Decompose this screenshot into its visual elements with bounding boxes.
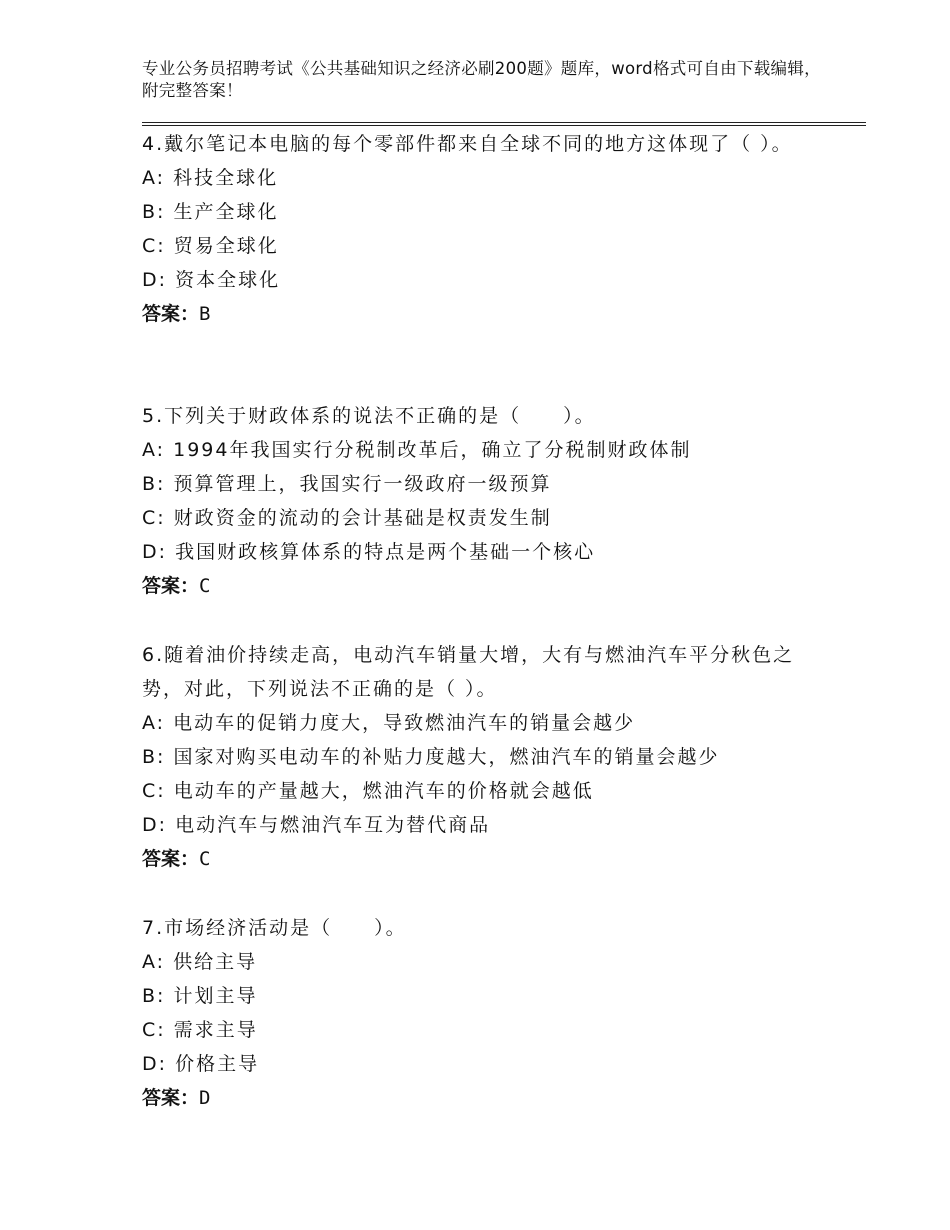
question-4: [142, 127, 822, 331]
option-d: D: 价格主导: [142, 1053, 260, 1075]
option-b: B: 国家对购买电动车的补贴力度越大，燃油汽车的销量会越少: [142, 746, 720, 768]
option-c: C: 电动车的产量越大，燃油汽车的价格就会越低: [142, 780, 594, 802]
answer-label: 答案：: [142, 1087, 200, 1109]
option-a: A: 1994年我国实行分税制改革后，确立了分税制财政体制: [142, 439, 692, 461]
question-7: [142, 911, 822, 1115]
option-b: B: 计划主导: [142, 985, 258, 1007]
header-rule-top: [142, 122, 866, 123]
answer: [142, 569, 822, 603]
option-d: D: 资本全球化: [142, 269, 281, 291]
answer: [142, 1081, 822, 1115]
question-text: 7.市场经济活动是（ ）。: [142, 917, 407, 939]
option-a: A: 科技全球化: [142, 167, 279, 189]
question-text: 4.戴尔笔记本电脑的每个零部件都来自全球不同的地方这体现了（ ）。: [142, 133, 793, 155]
answer-value: C: [199, 848, 211, 870]
option-c: C: 财政资金的流动的会计基础是权责发生制: [142, 507, 552, 529]
option-a: A: 电动车的促销力度大，导致燃油汽车的销量会越少: [142, 712, 636, 734]
question-text: 5.下列关于财政体系的说法不正确的是（ ）。: [142, 405, 596, 427]
answer-label: 答案：: [142, 848, 200, 870]
answer-value: D: [199, 1087, 211, 1109]
option-a: A: 供给主导: [142, 951, 258, 973]
answer: [142, 842, 822, 876]
option-c: C: 贸易全球化: [142, 235, 279, 257]
header-rule-bottom: [142, 125, 866, 126]
option-c: C: 需求主导: [142, 1019, 258, 1041]
answer-value: C: [199, 575, 211, 597]
answer-label: 答案：: [142, 575, 200, 597]
option-b: B: 生产全球化: [142, 201, 279, 223]
answer-value: B: [199, 303, 211, 325]
option-d: D: 电动汽车与燃油汽车互为替代商品: [142, 814, 491, 836]
option-b: B: 预算管理上，我国实行一级政府一级预算: [142, 473, 552, 495]
document-header: 专业公务员招聘考试《公共基础知识之经济必刷200题》题库，word格式可自由下载编辑，附完整答案！: [142, 59, 821, 100]
question-5: [142, 399, 822, 603]
option-d: D: 我国财政核算体系的特点是两个基础一个核心: [142, 541, 596, 563]
question-6: [142, 638, 822, 876]
answer: [142, 297, 822, 331]
answer-label: 答案：: [142, 303, 200, 325]
question-text: 6.随着油价持续走高，电动汽车销量大增，大有与燃油汽车平分秋色之势，对此，下列说法不正确的是（ ）。: [142, 644, 795, 700]
